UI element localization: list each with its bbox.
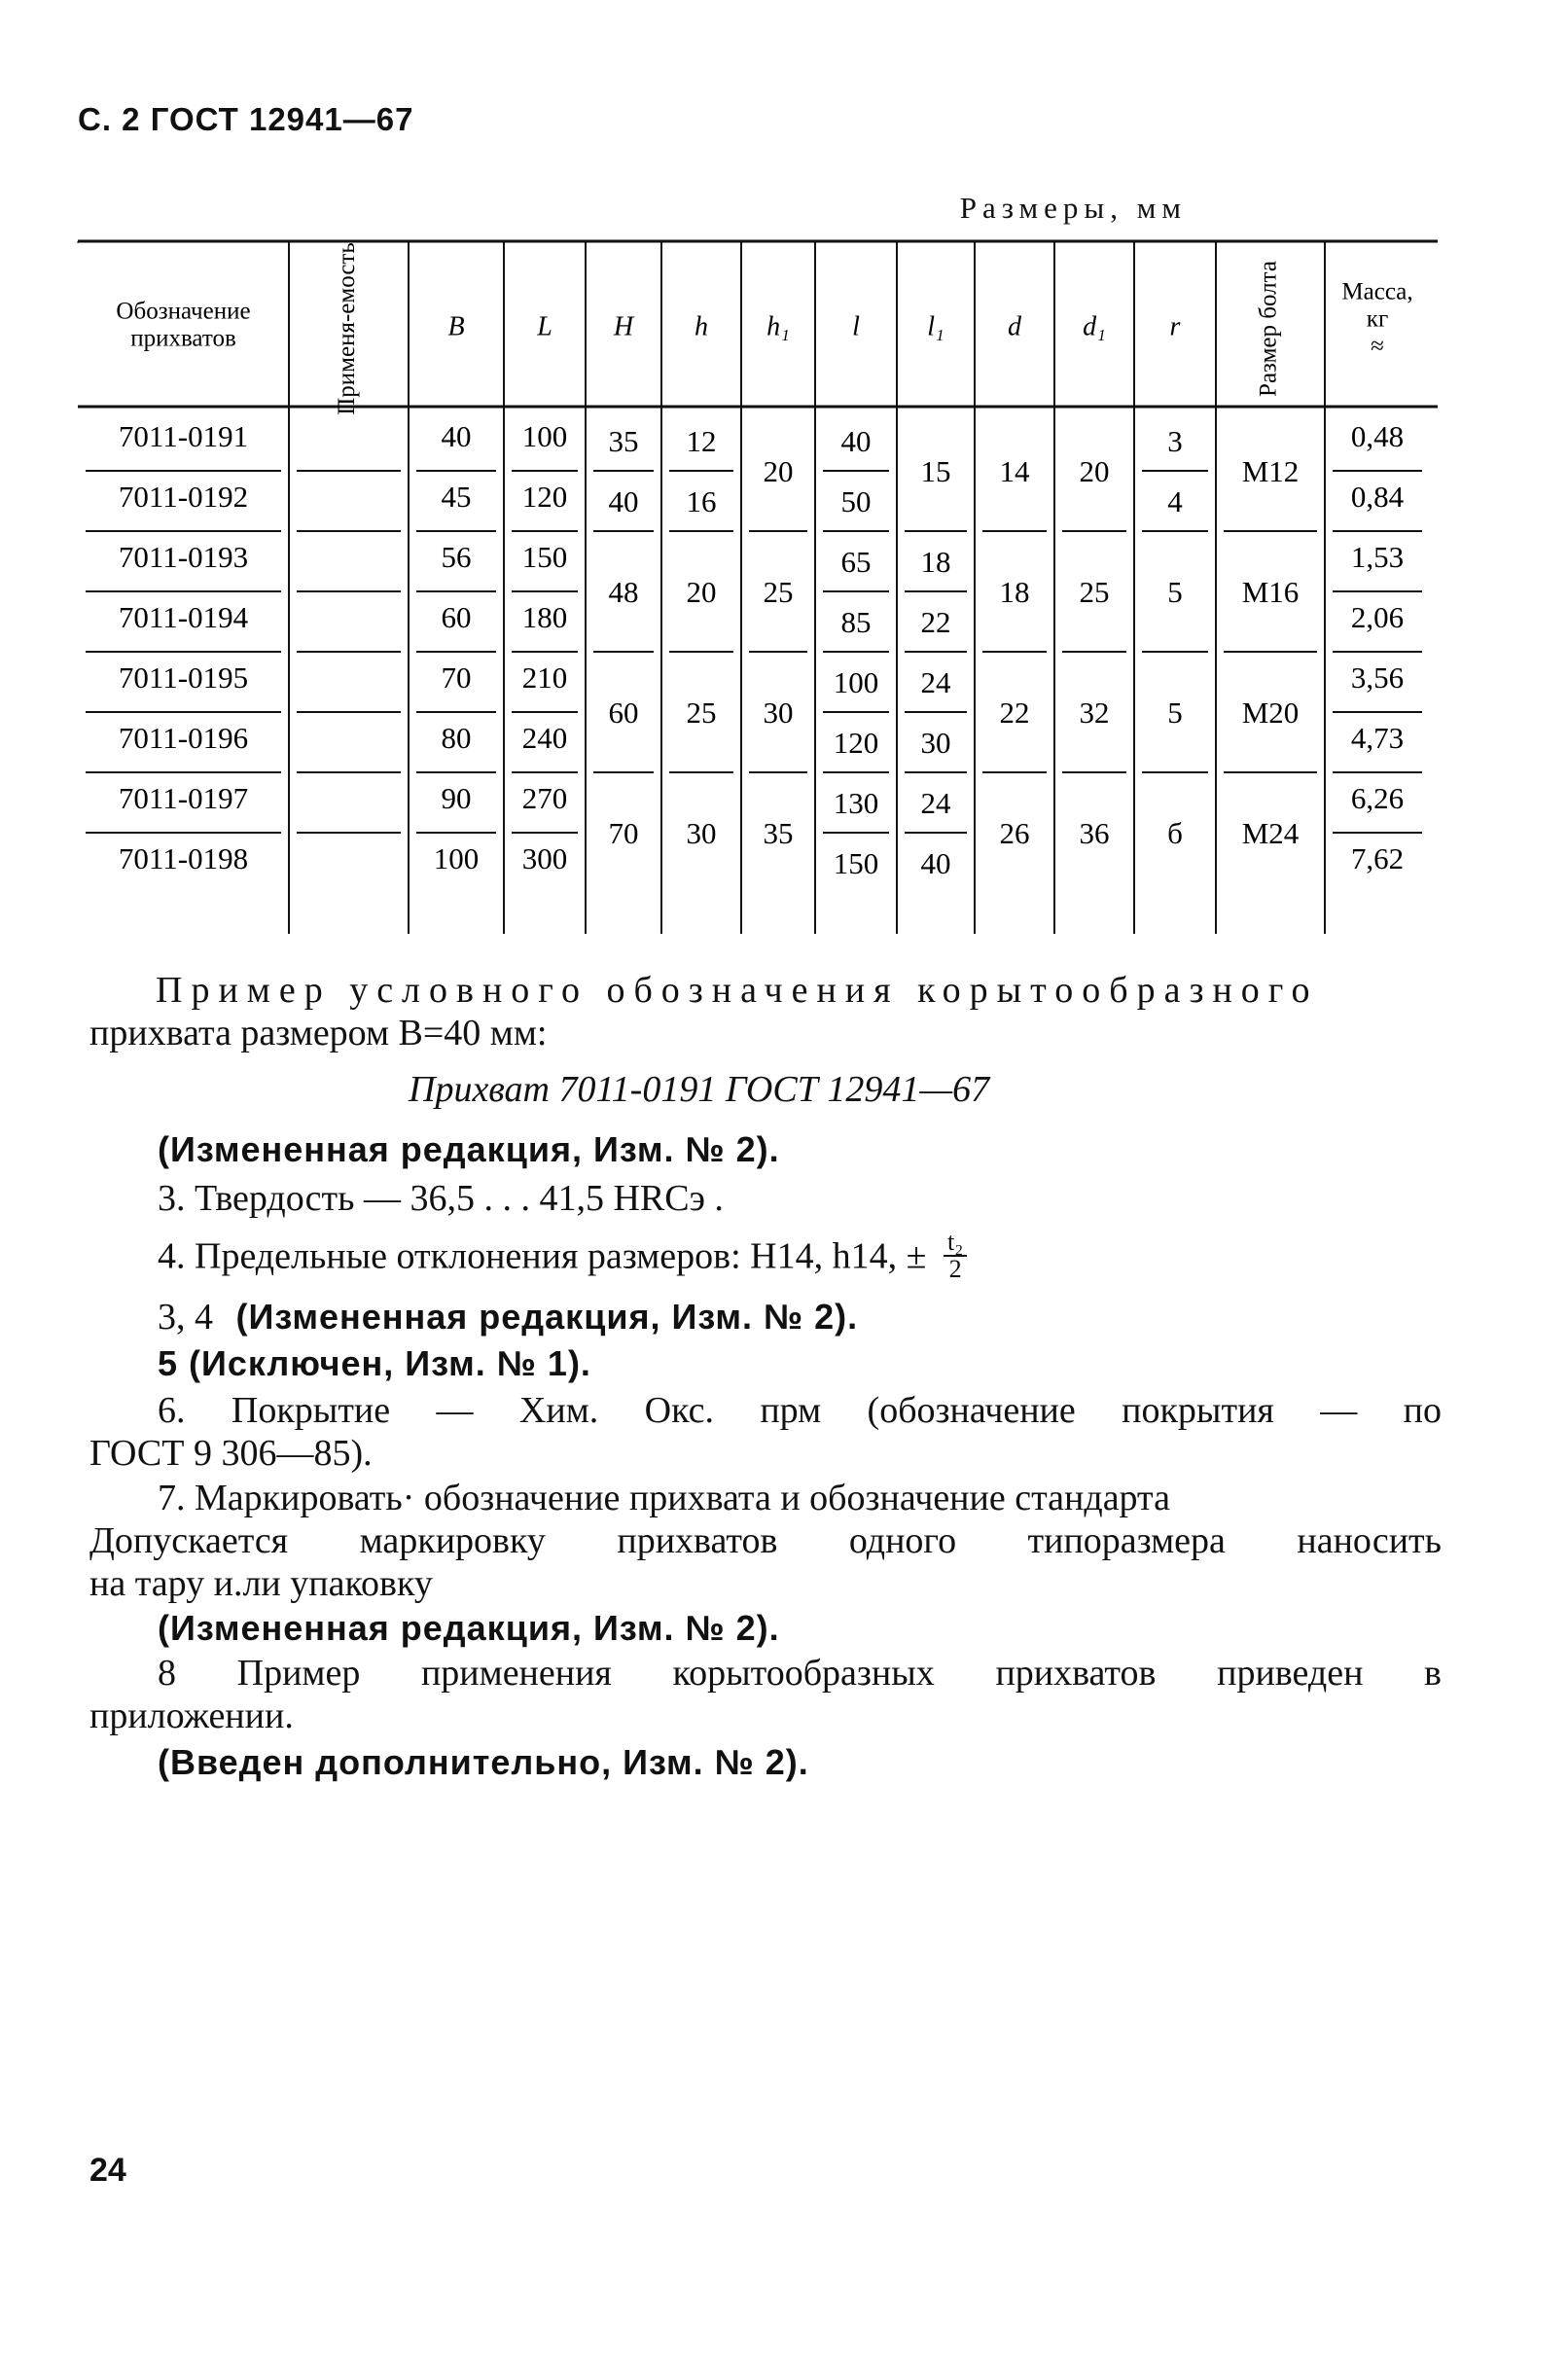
item-3-4-number: 3, 4: [158, 1297, 213, 1338]
cell-l1: 18: [920, 545, 951, 580]
cell-L: 180: [521, 600, 568, 635]
cell-B: 56: [441, 540, 472, 575]
cell-d: 14: [999, 454, 1030, 489]
item-8-line-2: приложении.: [89, 1695, 294, 1736]
item-6-line-2: ГОСТ 9 306—85).: [89, 1433, 373, 1474]
cell-d1: 32: [1079, 696, 1110, 731]
page-header: С. 2 ГОСТ 12941—67: [78, 101, 414, 137]
header-bolt: Размер болта: [1255, 261, 1282, 397]
page-number: 24: [89, 2152, 126, 2189]
header-designation-2: прихватов: [130, 325, 236, 352]
cell-l: 150: [833, 846, 879, 881]
cell-d1: 20: [1079, 454, 1110, 489]
example-lead: Пример условного обозначения корытообразного: [156, 970, 1319, 1011]
cell-H: 35: [608, 424, 639, 459]
cell-H: 48: [608, 575, 639, 610]
header-mass-1: Масса,: [1341, 278, 1413, 305]
cell-H: 60: [608, 696, 639, 731]
item-4-fraction: [944, 1230, 967, 1282]
cell-r: 3: [1167, 424, 1183, 459]
cell-l: 85: [840, 605, 872, 640]
cell-l: 130: [833, 786, 879, 821]
cell-l: 50: [840, 484, 872, 519]
cell-designation: 7011-0195: [118, 660, 249, 696]
cell-B: 60: [441, 600, 472, 635]
item-4-fraction-numerator: t₂: [944, 1230, 967, 1257]
table-units-caption: Размеры, мм: [959, 191, 1187, 225]
cell-l: 100: [833, 665, 879, 700]
cell-designation: 7011-0197: [118, 781, 249, 816]
cell-l1: 22: [920, 605, 951, 640]
cell-d: 18: [999, 575, 1030, 610]
cell-mass: 7,62: [1350, 841, 1405, 876]
header-mass-2: кг: [1366, 305, 1389, 333]
item-4-text: 4. Предельные отклонения размеров: H14, h14, ±: [158, 1235, 927, 1277]
cell-l1: 40: [920, 846, 951, 881]
cell-d: 26: [999, 816, 1030, 851]
cell-B: 100: [433, 841, 480, 876]
cell-r: 5: [1167, 696, 1183, 731]
cell-l1: 24: [920, 665, 951, 700]
cell-d1: 25: [1079, 575, 1110, 610]
item-7-line-3: на тару и.ли упаковку: [89, 1563, 433, 1604]
cell-B: 80: [441, 721, 472, 756]
cell-L: 300: [521, 841, 568, 876]
revision-note-1: (Измененная редакция, Изм. № 2).: [158, 1129, 780, 1169]
cell-bolt: M20: [1241, 696, 1300, 731]
cell-l: 65: [840, 545, 872, 580]
header-B: B: [447, 311, 465, 342]
cell-L: 270: [521, 781, 568, 816]
added-note: (Введен дополнительно, Изм. № 2).: [158, 1742, 809, 1782]
header-l1: l₁: [927, 311, 944, 342]
header-r: r: [1169, 311, 1181, 342]
cell-h1: 25: [763, 575, 794, 610]
cell-l1: 24: [920, 786, 951, 821]
cell-h: 30: [686, 816, 717, 851]
cell-h1: 35: [763, 816, 794, 851]
cell-h: 16: [686, 484, 717, 519]
cell-h1: 20: [763, 454, 794, 489]
item-4-deviations: [158, 1228, 967, 1286]
header-L: L: [537, 311, 552, 342]
cell-L: 210: [521, 660, 568, 696]
cell-mass: 4,73: [1350, 721, 1405, 756]
header-d: d: [1008, 311, 1021, 342]
cell-designation: 7011-0198: [118, 841, 249, 876]
header-h1: h₁: [766, 311, 790, 342]
item-3-4-revision-text: (Измененная редакция, Изм. № 2).: [235, 1297, 859, 1337]
item-5-excluded: 5 (Исключен, Изм. № 1).: [158, 1343, 591, 1383]
cell-h: 12: [686, 424, 717, 459]
item-3-4-revision: [158, 1296, 858, 1338]
item-6-line-1: 6. Покрытие — Хим. Окс. прм (обозначение покрытия — по: [158, 1390, 1442, 1431]
cell-B: 90: [441, 781, 472, 816]
cell-l: 40: [840, 424, 872, 459]
cell-r: 5: [1167, 575, 1183, 610]
header-designation-1: Обозначение: [116, 298, 251, 325]
cell-bolt: M24: [1241, 816, 1300, 851]
cell-designation: 7011-0192: [118, 480, 249, 515]
cell-L: 120: [521, 480, 568, 515]
header-H: H: [613, 311, 634, 342]
example-designation: Прихват 7011-0191 ГОСТ 12941—67: [409, 1069, 990, 1110]
cell-r: б: [1167, 816, 1183, 851]
cell-L: 150: [521, 540, 568, 575]
cell-B: 40: [441, 419, 472, 454]
item-3-hardness: 3. Твердость — 36,5 . . . 41,5 HRCэ .: [158, 1178, 724, 1219]
cell-L: 100: [521, 419, 568, 454]
cell-B: 45: [441, 480, 472, 515]
header-mass-3: ≈: [1371, 333, 1384, 360]
header-d1: d₁: [1083, 311, 1106, 342]
cell-H: 40: [608, 484, 639, 519]
cell-h1: 30: [763, 696, 794, 731]
cell-d1: 36: [1079, 816, 1110, 851]
cell-h: 25: [686, 696, 717, 731]
cell-designation: 7011-0196: [118, 721, 249, 756]
cell-designation: 7011-0191: [118, 419, 249, 454]
example-line-2: прихвата размером B=40 мм:: [89, 1013, 548, 1053]
item-7-line-2: Допускается маркировку прихватов одного типоразмера наносить: [89, 1520, 1442, 1561]
item-7-line-1: 7. Маркировать· обозначение прихвата и обозначение стандарта: [158, 1478, 1170, 1518]
cell-L: 240: [521, 721, 568, 756]
dimensions-table: [0, 0, 1568, 973]
cell-bolt: M12: [1241, 454, 1300, 489]
cell-H: 70: [608, 816, 639, 851]
cell-mass: 0,84: [1350, 480, 1405, 515]
cell-d: 22: [999, 696, 1030, 731]
cell-l: 120: [833, 726, 879, 761]
cell-mass: 2,06: [1350, 600, 1405, 635]
cell-l1: 15: [920, 454, 951, 489]
cell-mass: 0,48: [1350, 419, 1405, 454]
cell-l1: 30: [920, 726, 951, 761]
header-applicability: Применя-емость: [334, 242, 361, 415]
cell-mass: 6,26: [1350, 781, 1405, 816]
item-8-line-1: 8 Пример применения корытообразных прихватов приведен в: [158, 1653, 1442, 1694]
cell-r: 4: [1167, 484, 1183, 519]
header-h: h: [695, 311, 708, 342]
cell-mass: 1,53: [1350, 540, 1405, 575]
cell-h: 20: [686, 575, 717, 610]
cell-mass: 3,56: [1350, 660, 1405, 696]
header-l: l: [852, 311, 860, 342]
cell-bolt: M16: [1241, 575, 1300, 610]
item-4-fraction-denominator: 2: [948, 1255, 962, 1283]
revision-note-2: (Измененная редакция, Изм. № 2).: [158, 1608, 780, 1648]
cell-designation: 7011-0194: [118, 600, 249, 635]
cell-designation: 7011-0193: [118, 540, 249, 575]
cell-B: 70: [441, 660, 472, 696]
